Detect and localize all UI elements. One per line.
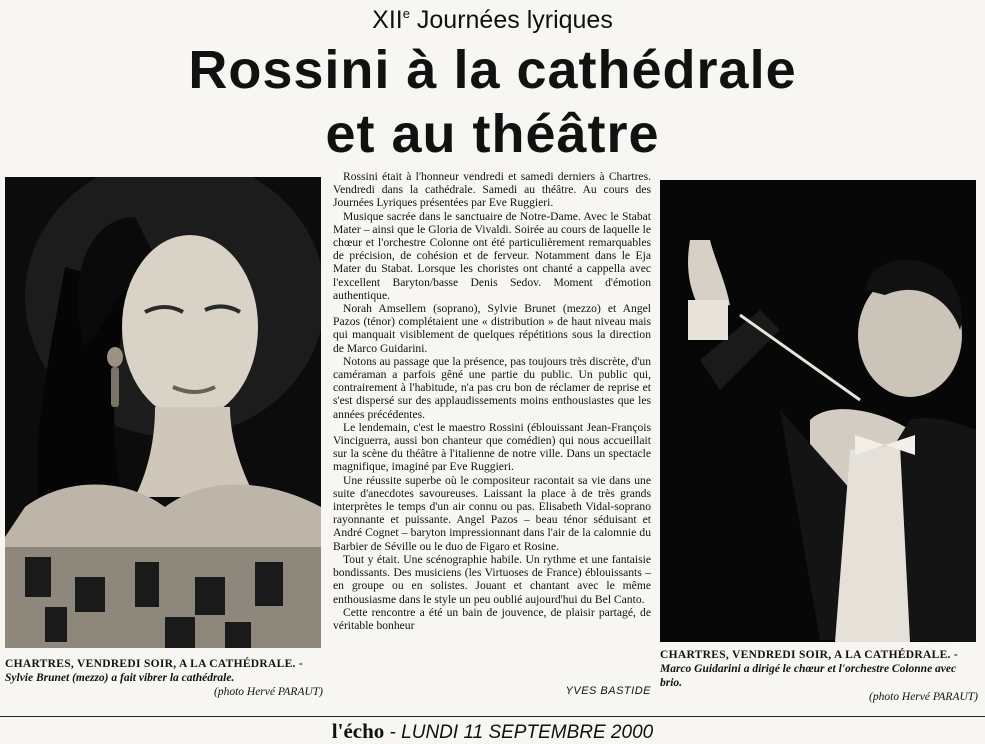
conductor-photo-image — [660, 180, 976, 642]
caption-left-place: CHARTRES, VENDREDI SOIR, A LA CATHÉDRALE. - — [5, 658, 304, 670]
article-paragraph: Une réussite superbe où le compositeur racontait sa vie dans une suite d'anecdotes savoureuses. Laissant la place à de très grands interprètes le temps d'un air connu ou pas. Elisabeth Vidal-soprano rayonnante et puissante. Angel Pazos – beau ténor séduisant et André Cognet – baryton impressionnant dans l'air de la calomnie du Barbier de Séville ou le duo de Figaro et Rosine. — [333, 473, 651, 553]
headline-line-2: et au théâtre — [325, 104, 660, 164]
singer-photo — [5, 177, 321, 648]
article-paragraph: Musique sacrée dans le sanctuaire de Notre-Dame. Avec le Stabat Mater – ainsi que le Gloria de Vivaldi. Soirée au cours de laquelle le chœur et l'orchestre Colonne ont été particulièrement remarquables de précision, de cohésion et de ferveur. Notamment dans le Eja Mater du Stabat. Lorsque les choristes ont chanté a cappella avec l'excellent Baryton/basse Denis Sedov. Moment d'émotion authentique. — [333, 209, 651, 302]
earring — [107, 347, 123, 367]
article-paragraph: Notons au passage que la présence, pas toujours très discrète, d'un caméraman a parfois gêné une partie du public. Un public qui, contrairement à l'habitude, n'a pas cru bon de réclamer de reprise et s'est dispersé sur des applaudissements moins enthousiastes que les années précédentes. — [333, 354, 651, 421]
caption-left-text: Sylvie Brunet (mezzo) a fait vibrer la cathédrale. — [5, 672, 235, 684]
article-body — [333, 170, 651, 632]
kicker — [0, 6, 985, 35]
article-paragraph: Tout y était. Une scénographie habile. Un rythme et une fantaisie bondissants. Des musiciens (les Virtuoses de France) éblouissants – en groupe ou en solistes. Jouant et chantant avec le même enthousiasme dans le style un peu oublié aujourd'hui du Bel Canto. — [333, 552, 651, 606]
article-paragraph: Norah Amsellem (soprano), Sylvie Brunet (mezzo) et Angel Pazos (ténor) complétaient une « distribution » de haut niveau mais qui manquait visiblement de quelques répétitions sous la direction de Marco Guidarini. — [333, 302, 651, 355]
caption-left — [5, 657, 323, 699]
headline — [0, 38, 985, 166]
footer — [0, 719, 985, 744]
caption-right-text: Marco Guidarini a dirigé le chœur et l'orchestre Colonne avec brio. — [660, 663, 957, 689]
kicker-number: XII — [372, 6, 403, 34]
caption-right-credit: (photo Hervé PARAUT) — [868, 691, 978, 703]
article-paragraph: Le lendemain, c'est le maestro Rossini (éblouissant Jean-François Vinciguerra, aussi bon chanteur que comédien) qui nous accueillait sur la scène du théâtre à l'italienne de notre ville. Dans un spectacle magnifique, imaginé par Eve Ruggieri. — [333, 420, 651, 474]
caption-left-credit: (photo Hervé PARAUT) — [213, 686, 323, 698]
headline-line-1: Rossini à la cathédrale — [188, 40, 797, 100]
byline: YVES BASTIDE — [565, 685, 651, 697]
singer-photo-image — [5, 177, 321, 648]
kicker-text: Journées lyriques — [409, 6, 613, 34]
footer-date: LUNDI 11 SEPTEMBRE 2000 — [401, 722, 654, 743]
conductor-photo — [660, 180, 976, 642]
caption-right-place: CHARTRES, VENDREDI SOIR, A LA CATHÉDRALE. - — [660, 649, 959, 661]
article-paragraph: Rossini était à l'honneur vendredi et samedi derniers à Chartres. Vendredi dans la cathédrale. Samedi au théâtre. Au cours des Journées Lyriques présentées par Eve Ruggieri. — [333, 170, 651, 210]
newspaper-brand: l'écho — [331, 719, 385, 743]
footer-divider — [0, 716, 985, 717]
footer-separator: - — [384, 722, 402, 743]
caption-right — [660, 648, 978, 704]
dress-pattern — [5, 547, 321, 648]
article-paragraph: Cette rencontre a été un bain de jouvence, de plaisir partagé, de véritable bonheur — [333, 605, 651, 632]
kicker-superscript: e — [402, 6, 410, 21]
